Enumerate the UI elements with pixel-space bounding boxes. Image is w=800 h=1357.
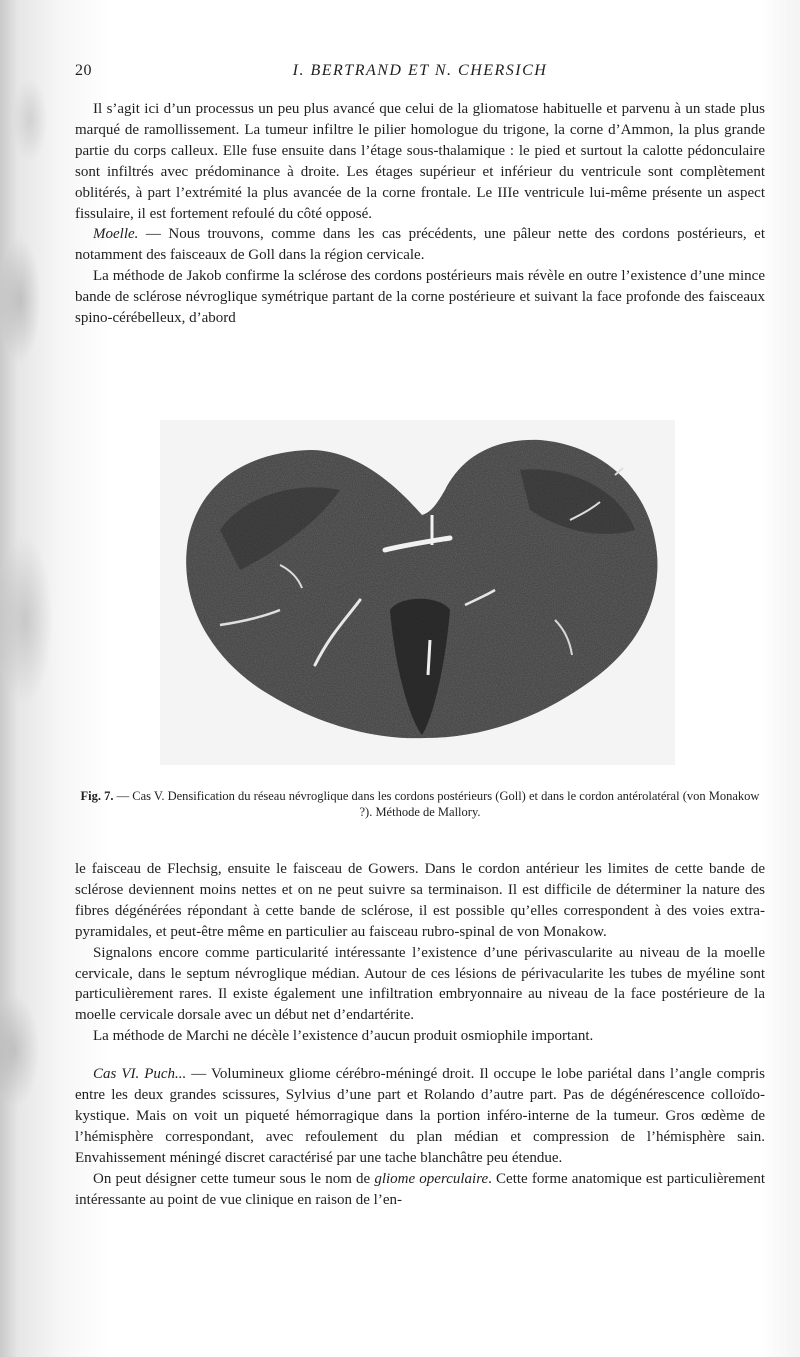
paragraph-case-vi: Cas VI. Puch... — Volumineux gliome cérébro-méningé droit. Il occupe le lobe pariétal dans l’angle compris entre les deux grandes scissures, Sylvius d’une part et Rolando d’autre part. Pas de dégénérescence colloïdo-kystique. Mais on voit un piqueté hémorragique dans la portion inféro-interne de la tumeur. Gros œdème de l’hémisphère correspondant, avec refoulement du plan médian et compression de l’hémisphère sain. Envahissement méningé discret caractérisé par une tache blanchâtre peu étendue. bbox=[75, 1066, 765, 1166]
paragraph: Il s’agit ici d’un processus un peu plus avancé que celui de la gliomatose habituelle et parvenu à un stade plus marqué de ramollissement. La tumeur infiltre le pilier homologue du trigone, la corne d’Ammon, la plus grande partie du corps calleux. Elle fuse ensuite dans l’étage sous-thalamique : le pied et surtout la calotte pédonculaire sont infiltrés avec prédominance à droite. Les étages supérieur et inférieur du ventricule sont complètement oblitérés, à part l’extrémité la plus avancée de la corne frontale. Le IIIe ventricule lui-même présente un aspect fissulaire, il est fortement refoulé du côté opposé. bbox=[75, 101, 765, 222]
paragraph: On peut désigner cette tumeur sous le nom de gliome operculaire. Cette forme anatomique est particulièrement intéressante au point de vue clinique en raison de l’en- bbox=[75, 1170, 765, 1208]
term-italic: gliome operculaire bbox=[374, 1170, 489, 1187]
paragraph-moelle: Moelle. — Nous trouvons, comme dans les cas précédents, une pâleur nette des cordons postérieurs, et notamment des faisceaux de Goll dans la région cervicale. bbox=[75, 226, 765, 264]
paragraph: Signalons encore comme particularité intéressante l’existence d’une périvascularite au niveau de la moelle cervicale, dans le septum névroglique médian. Autour de ces lésions de périvacularite les tubes de myéline sont particulièrement rares. Il existe également une infiltration embryonnaire au niveau de la face postérieure de la moelle cervicale dorsale avec un début net d’endartérite. bbox=[75, 944, 765, 1024]
paragraph: La méthode de Marchi ne décèle l’existence d’aucun produit osmiophile important. bbox=[93, 1028, 594, 1045]
case-lead: Cas VI. Puch... bbox=[93, 1066, 187, 1083]
page-header bbox=[75, 62, 765, 86]
page-edge-damage bbox=[0, 0, 70, 1357]
bottom-text-block bbox=[75, 859, 765, 1211]
paragraph-continuation: le faisceau de Flechsig, ensuite le faisceau de Gowers. Dans le cordon antérieur les limites de cette bande de sclérose deviennent moins nettes et on ne peut suivre sa terminaison. Il est difficile de déterminer la nature des fibres dégénérées répondant à cette bande de sclérose, il est possible qu’elles correspondent à des voies extra-pyramidales, et peut-être même en particulier au faisceau rubro-spinal de von Monakow. bbox=[75, 861, 765, 940]
section-lead: Moelle. bbox=[93, 226, 139, 243]
page-number: 20 bbox=[75, 62, 92, 79]
figure-spinal-cord-section bbox=[160, 420, 675, 765]
figure-caption-text: — Cas V. Densification du réseau névroglique dans les cordons postérieurs (Goll) et dans le cordon antérolatéral (von Monakow ?). Méthode de Mallory. bbox=[113, 789, 760, 819]
spinal-cord-section-image bbox=[160, 420, 675, 765]
figure-caption bbox=[75, 788, 765, 820]
top-text-block bbox=[75, 99, 765, 329]
running-title: I. BERTRAND ET N. CHERSICH bbox=[292, 62, 548, 79]
figure-label: Fig. 7. bbox=[80, 789, 114, 803]
paragraph: La méthode de Jakob confirme la sclérose des cordons postérieurs mais révèle en outre l’existence d’une mince bande de sclérose névroglique symétrique partant de la corne postérieure et suivant la face profonde des faisceaux spino-cérébelleux, d’abord bbox=[75, 268, 765, 327]
